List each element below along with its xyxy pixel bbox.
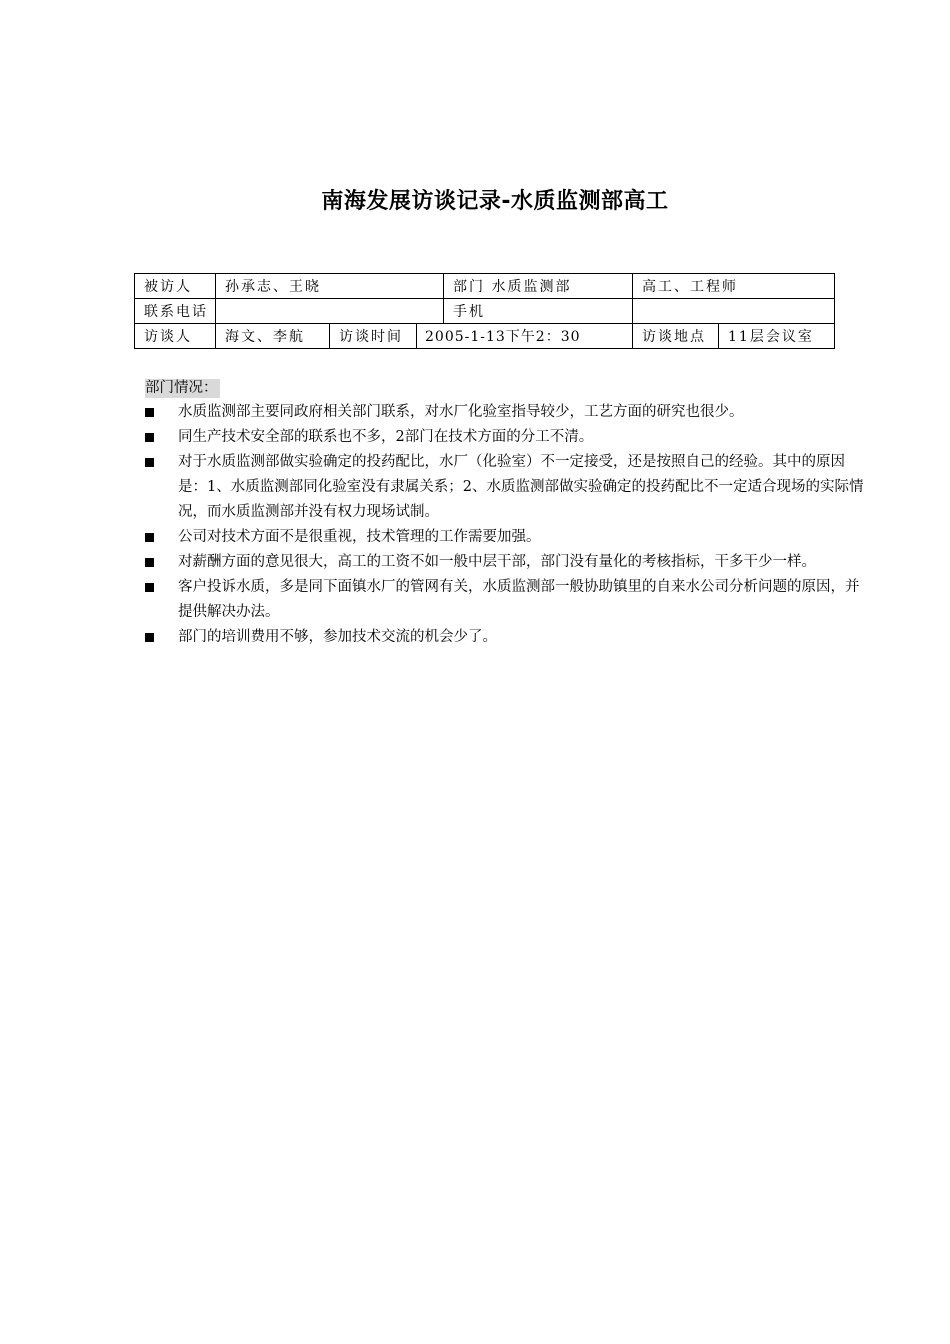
list-item-text: 对薪酬方面的意见很大，高工的工资不如一般中层干部，部门没有量化的考核指标，干多干少一样。 [178,554,816,570]
list-item [143,525,868,550]
list-item-text: 同生产技术安全部的联系也不多，2部门在技术方面的分工不清。 [178,429,594,445]
list-item [143,625,868,650]
phone-value [216,299,444,324]
list-item [143,425,868,450]
document-title: 南海发展访谈记录-水质监测部高工 [321,189,669,214]
list-item-text: 对于水质监测部做实验确定的投药配比，水厂（化验室）不一定接受，还是按照自己的经验。其中的原因是：1、水质监测部同化验室没有隶属关系；2、水质监测部做实验确定的投药配比不一定适合现场的实际情况，而水质监测部并没有权力现场试制。 [178,454,864,520]
interviewee-label: 被访人 [135,274,216,299]
interview-info-table [134,273,835,349]
list-item-text: 客户投诉水质，多是同下面镇水厂的管网有关，水质监测部一般协助镇里的自来水公司分析问题的原因，并提供解决办法。 [178,579,860,620]
list-item [143,550,868,575]
location-value: 11层会议室 [719,324,835,349]
mobile-value [633,299,835,324]
list-item [143,400,868,425]
position-value: 高工、工程师 [633,274,835,299]
list-item-text: 部门的培训费用不够，参加技术交流的机会少了。 [178,629,497,645]
location-label: 访谈地点 [633,324,719,349]
square-bullet-icon [145,633,154,642]
square-bullet-icon [145,408,154,417]
department-value: 部门 水质监测部 [444,274,633,299]
table-row [135,324,835,349]
list-item [143,450,868,525]
list-item [143,575,868,625]
square-bullet-icon [145,533,154,542]
table-row [135,299,835,324]
table-row [135,274,835,299]
interviewee-value: 孙承志、王晓 [216,274,444,299]
mobile-label: 手机 [444,299,633,324]
list-item-text: 公司对技术方面不是很重视，技术管理的工作需要加强。 [178,529,541,545]
phone-label: 联系电话 [135,299,216,324]
interviewer-value: 海文、李航 [216,324,330,349]
time-label: 访谈时间 [330,324,417,349]
interviewer-label: 访谈人 [135,324,216,349]
list-item-text: 水质监测部主要同政府相关部门联系，对水厂化验室指导较少，工艺方面的研究也很少。 [178,404,744,420]
section-label: 部门情况： [145,380,218,396]
square-bullet-icon [145,583,154,592]
time-value: 2005-1-13下午2：30 [417,324,633,349]
department-situation-list [143,400,868,650]
square-bullet-icon [145,433,154,442]
square-bullet-icon [145,558,154,567]
square-bullet-icon [145,458,154,467]
